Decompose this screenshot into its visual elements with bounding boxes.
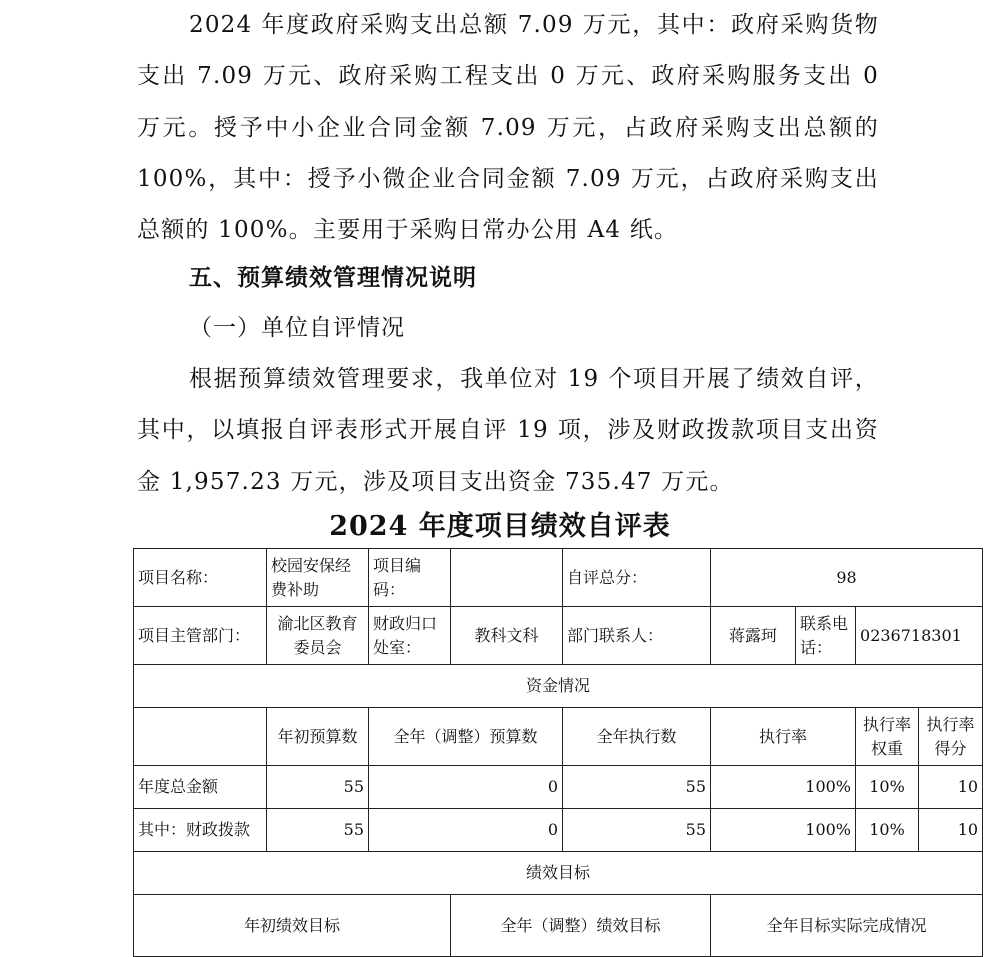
funds-row-label: 其中：财政拨款 [134, 809, 267, 852]
goals-header-actual: 全年目标实际完成情况 [711, 895, 983, 957]
funds-header-executed: 全年执行数 [563, 708, 711, 766]
funds-cell: 55 [563, 766, 711, 809]
table-row [134, 708, 983, 766]
goals-section-header: 绩效目标 [134, 852, 983, 895]
contact-label: 部门联系人： [563, 607, 711, 665]
funds-cell: 0 [369, 809, 563, 852]
self-eval-paragraph: 根据预算绩效管理要求，我单位对 19 个项目开展了绩效自评，其中，以填报自评表形式开展自评 19 项，涉及财政拨款项目支出资金 1,957.23 万元，涉及项目支出资金 735.47 万元。 [137, 366, 879, 495]
goals-header-initial: 年初绩效目标 [134, 895, 451, 957]
table-row [134, 665, 983, 708]
funds-cell: 10% [856, 809, 919, 852]
funds-cell: 55 [563, 809, 711, 852]
funds-cell: 55 [267, 809, 369, 852]
funds-cell: 10 [919, 766, 983, 809]
project-name-value: 校园安保经费补助 [267, 549, 369, 607]
funds-cell: 55 [267, 766, 369, 809]
funds-row-label: 年度总金额 [134, 766, 267, 809]
table-row [134, 895, 983, 957]
funds-header-initial-budget: 年初预算数 [267, 708, 369, 766]
subsection-heading: （一）单位自评情况 [189, 315, 405, 341]
project-name-label: 项目名称： [134, 549, 267, 607]
table-row [134, 607, 983, 665]
table-row [134, 766, 983, 809]
office-label: 财政归口处室： [369, 607, 451, 665]
funds-cell: 10 [919, 809, 983, 852]
section-heading: 五、预算绩效管理情况说明 [189, 265, 477, 291]
table-row [134, 549, 983, 607]
funds-cell: 100% [711, 809, 856, 852]
table-title: 2024 年度项目绩效自评表 [329, 511, 671, 542]
table-row [134, 809, 983, 852]
table-row [134, 852, 983, 895]
funds-cell: 10% [856, 766, 919, 809]
funds-cell: 0 [369, 766, 563, 809]
funds-header-exec-rate: 执行率 [711, 708, 856, 766]
funds-section-header: 资金情况 [134, 665, 983, 708]
score-value: 98 [711, 549, 983, 607]
funds-header-blank [134, 708, 267, 766]
office-value: 教科文科 [451, 607, 563, 665]
phone-value: 0236718301 [856, 607, 983, 665]
procurement-paragraph: 2024 年度政府采购支出总额 7.09 万元，其中：政府采购货物支出 7.09 万元、政府采购工程支出 0 万元、政府采购服务支出 0 万元。授予中小企业合同金额 7.09 万元，占政府采购支出总额的 100%，其中：授予小微企业合同金额 7.09 万元，占政府采购支出总额的 100%。主要用于采购日常办公用 A4 纸。 [137, 12, 879, 244]
funds-cell: 100% [711, 766, 856, 809]
phone-label: 联系电话： [796, 607, 856, 665]
funds-header-adjusted-budget: 全年（调整）预算数 [369, 708, 563, 766]
self-eval-table [133, 548, 983, 957]
funds-header-rate-weight: 执行率权重 [856, 708, 919, 766]
score-label: 自评总分： [563, 549, 711, 607]
dept-label: 项目主管部门： [134, 607, 267, 665]
dept-value: 渝北区教育委员会 [267, 607, 369, 665]
goals-header-adjusted: 全年（调整）绩效目标 [451, 895, 711, 957]
contact-value: 蒋露珂 [711, 607, 796, 665]
funds-header-rate-score: 执行率得分 [919, 708, 983, 766]
project-code-value [451, 549, 563, 607]
project-code-label: 项目编码： [369, 549, 451, 607]
